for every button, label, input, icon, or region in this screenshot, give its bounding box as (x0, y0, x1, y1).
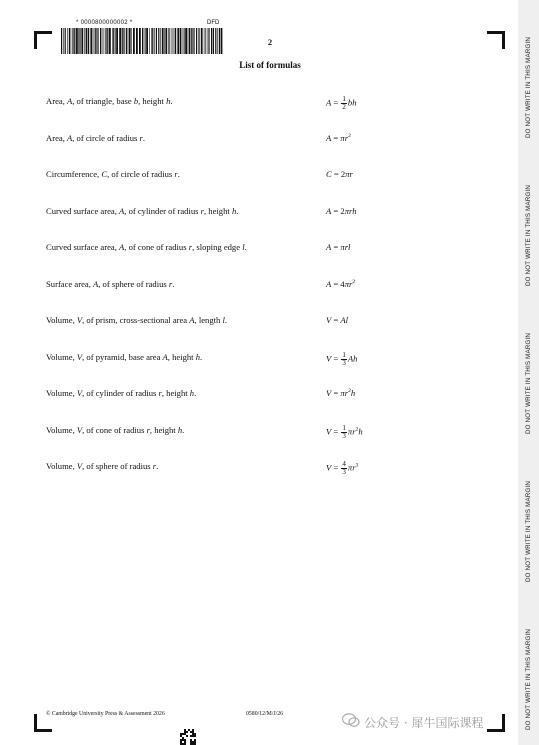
formula-description: Area, A, of circle of radius r. (46, 132, 146, 143)
page-number: 2 (267, 37, 273, 47)
formula-description: Curved surface area, A, of cone of radius r, sloping edge l. (46, 242, 247, 252)
formula-description: Volume, V, of pyramid, base area A, height h. (46, 351, 203, 362)
formula-expression: $A = \pi r^2$ (326, 132, 351, 143)
formula-row (46, 276, 466, 294)
margin-warning: DO NOT WRITE IN THIS MARGIN (525, 628, 532, 731)
formula-row (46, 203, 466, 221)
formula-row (46, 93, 466, 111)
formula-expression: A = $\frac{1}{2}$ bh (326, 95, 357, 111)
formula-row (46, 458, 466, 476)
formula-expression: V = Al (326, 315, 349, 325)
margin-warning: DO NOT WRITE IN THIS MARGIN (525, 480, 532, 583)
paper-code: 0580/12/M/J/26 (246, 711, 284, 717)
header-code: DFD (207, 20, 220, 26)
copyright: © Cambridge University Press & Assessment 2026 (46, 711, 165, 717)
serial-number: * 0000800000002 * (76, 20, 133, 26)
formula-description: Circumference, C, of circle of radius r. (46, 169, 180, 179)
formula-expression: C = 2πr (326, 169, 353, 179)
formula-expression: A = πrl (326, 242, 351, 252)
formula-expression: V = $\frac{1}{3}$ Ah (326, 350, 358, 367)
wechat-icon (342, 713, 360, 728)
qr-code-icon (180, 729, 196, 745)
page-title: List of formulas (239, 60, 301, 70)
margin-warning: DO NOT WRITE IN THIS MARGIN (525, 36, 532, 139)
formula-description: Volume, V, of cone of radius r, height h. (46, 424, 185, 435)
formula-row (46, 130, 466, 148)
barcode-icon (61, 28, 223, 54)
formula-description: Volume, V, of sphere of radius r. (46, 461, 159, 471)
formula-row (46, 239, 466, 257)
formula-description: Volume, V, of cylinder of radius r, height h. (46, 388, 197, 398)
watermark-text: 公众号 · 犀牛国际课程 (364, 716, 484, 730)
formula-description: Volume, V, of prism, cross-sectional area A, length l. (46, 315, 228, 325)
formula-row (46, 349, 466, 367)
crop-mark-top-right (487, 31, 505, 49)
formula-expression: A = 2πrh (326, 205, 357, 216)
formula-description: Surface area, A, of sphere of radius r. (46, 278, 175, 289)
formula-expression: V = $\frac{4}{3}$ $\pi r^3$ (326, 460, 359, 476)
formula-row (46, 422, 466, 440)
formula-expression: V = $\frac{1}{3}$ $\pi r^2h$ (326, 423, 363, 440)
formula-row (46, 312, 466, 330)
formula-expression: $A = 4\pi r^2$ (326, 278, 356, 289)
crop-mark-top-left (34, 31, 52, 49)
margin-warning: DO NOT WRITE IN THIS MARGIN (525, 184, 532, 287)
formula-expression: $V = \pi r^2h$ (326, 388, 356, 398)
formula-description: Area, A, of triangle, base b, height h. (46, 96, 173, 106)
formula-row (46, 385, 466, 403)
formula-row (46, 166, 466, 184)
formula-description: Curved surface area, A, of cylinder of radius r, height h. (46, 205, 239, 216)
crop-mark-bottom-right (487, 714, 505, 732)
margin-warning: DO NOT WRITE IN THIS MARGIN (525, 332, 532, 435)
